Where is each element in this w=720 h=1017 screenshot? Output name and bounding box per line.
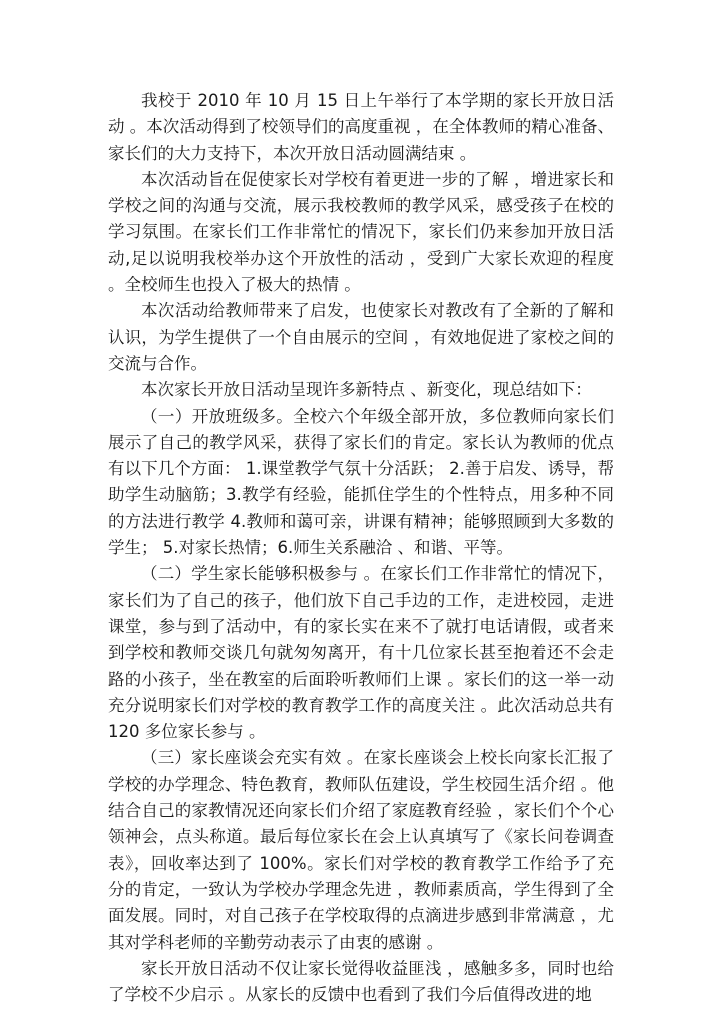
paragraph-inspiration: 本次活动给教师带来了启发，也使家长对教改有了全新的了解和认识，为学生提供了一个自由展示的空间 ，有效地促进了家校之间的交流与合作。 xyxy=(108,301,614,373)
document-body xyxy=(108,88,614,1008)
paragraph-intro: 我校于 2010 年 10 月 15 日上午举行了本学期的家长开放日活动 。本次活动得到了校领导们的高度重视 ，在全体教师的精心准备、家长们的大力支持下，本次开放日活动圆满结束 。 xyxy=(108,91,614,163)
paragraph-point-one: （一）开放班级多。全校六个年级全部开放，多位教师向家长们展示了自己的教学风采，获得了家长们的肯定。家长认为教师的优点有以下几个方面： 1.课堂教学气氛十分活跃； 2.善于启发、诱导，帮助学生动脑筋；3.教学有经验，能抓住学生的个性特点，用多种不同的方法进行教学 4.教师和蔼可亲，讲课有精神；能够照顾到大多数的学生； 5.对家长热情；6.师生关系融洽 、和谐、平等。 xyxy=(108,406,614,558)
paragraph-purpose: 本次活动旨在促使家长对学校有着更进一步的了解 ，增进家长和学校之间的沟通与交流，展示我校教师的教学风采，感受孩子在校的学习氛围。在家长们工作非常忙的情况下，家长们仍来参加开放日活动,足以说明我校举办这个开放性的活动 ，受到广大家长欢迎的程度 。全校师生也投入了极大的热情 。 xyxy=(108,169,614,295)
paragraph-summary-lead: 本次家长开放日活动呈现许多新特点 、新变化，现总结如下： xyxy=(141,380,592,400)
paragraph-point-three: （三）家长座谈会充实有效 。在家长座谈会上校长向家长汇报了学校的办学理念、特色教育，教师队伍建设，学生校园生活介绍 。他结合自己的家教情况还向家长们介绍了家庭教育经验 ，家长们个个心领神会，点头称道。最后每位家长在会上认真填写了《家长问卷调查表》，回收率达到了 100%。家长们对学校的教育教学工作给予了充分的肯定，一致认为学校办学理念先进 ，教师素质高，学生得到了全面发展。同时，对自己孩子在学校取得的点滴进步感到非常满意 ，尤其对学科老师的辛勤劳动表示了由衷的感谢 。 xyxy=(108,748,614,952)
paragraph-closing: 家长开放日活动不仅让家长觉得收益匪浅 ，感触多多，同时也给了学校不少启示 。从家长的反馈中也看到了我们今后值得改进的地 xyxy=(108,958,614,1005)
paragraph-point-two: （二）学生家长能够积极参与 。在家长们工作非常忙的情况下，家长们为了自己的孩子，他们放下自己手边的工作，走进校园，走进课堂，参与到了活动中，有的家长实在来不了就打电话请假，或者来到学校和教师交谈几句就匆匆离开，有十几位家长甚至抱着还不会走路的小孩子，坐在教室的后面聆听教师们上课 。家长们的这一举一动充分说明家长们对学校的教育教学工作的高度关注 。此次活动总共有 120 多位家长参与 。 xyxy=(108,564,614,742)
